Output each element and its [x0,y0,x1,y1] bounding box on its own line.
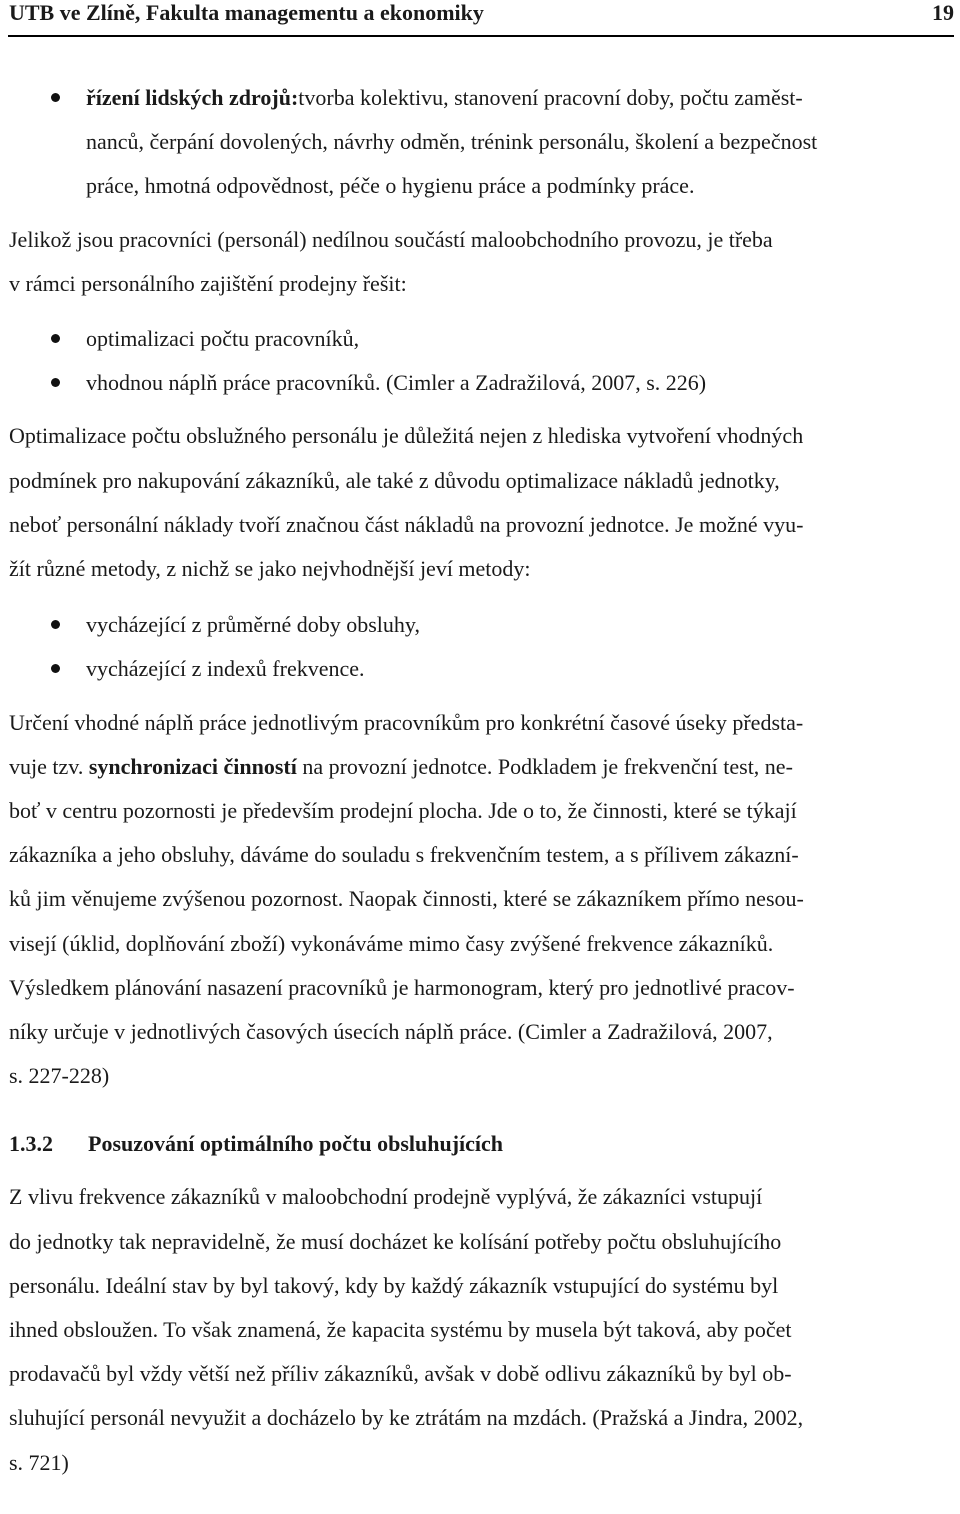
paragraph-line: Optimalizace počtu obslužného personálu je důležitá nejen z hlediska vytvoření vhodných [9,423,804,449]
list-item-text: vycházející z indexů frekvence. [86,656,365,682]
paragraph-line: Určení vhodné náplň práce jednotlivým pracovníkům pro konkrétní časové úseky předsta- [9,709,804,735]
paragraph-line: Výsledkem plánování nasazení pracovníků je harmonogram, který pro jednotlivé pracov- [9,974,795,1000]
paragraph-line: boť v centru pozornosti je především prodejní plocha. Jde o to, že činnosti, které se týkají [9,798,797,824]
list-item [9,647,953,691]
paragraph-line: žít různé metody, z nichž se jako nejvhodnější jeví metody: [9,556,531,582]
header-title: UTB ve Zlíně, Fakulta managementu a ekonomiky [9,0,484,25]
term-synchronization: synchronizaci činností [88,753,297,779]
page-number: 19 [932,0,954,25]
list-methods [9,603,953,691]
bullet-icon [51,334,60,343]
paragraph-line: do jednotky tak nepravidelně, že musí docházet ke kolísání potřeby počtu obsluhujícího [9,1228,782,1254]
paragraph-line: ků jim věnujeme zvýšenou pozornost. Naopak činnosti, které se zákazníkem přímo nesou- [9,886,804,912]
paragraph-line: s. 227-228) [9,1063,110,1089]
list-item [9,361,953,405]
paragraph-line: ihned obsloužen. To však znamená, že kapacita systému by musela být taková, aby počet [9,1317,792,1343]
list-personnel [9,317,953,405]
paragraph-line: visejí (úklid, doplňování zboží) vykonáváme mimo časy zvýšené frekvence zákazníků. [9,930,774,956]
paragraph-line: prodavačů byl vždy větší než příliv zákazníků, avšak v době odlivu zákazníků by byl ob- [9,1361,792,1387]
section-number: 1.3.2 [9,1131,53,1157]
paragraph-line: s. 721) [9,1449,69,1475]
bullet-hr-line3: práce, hmotná odpovědnost, péče o hygienu práce a podmínky práce. [86,173,695,199]
bullet-icon [51,93,60,102]
bullet-icon [51,620,60,629]
bullet-hr-line2: nanců, čerpání dovolených, návrhy odměn, trénink personálu, školení a bezpečnost [86,129,818,155]
bullet-icon [51,378,60,387]
bullet-hr-line1: tvorba kolektivu, stanovení pracovní doby, počtu zaměst- [298,85,803,110]
paragraph-line: neboť personální náklady tvoří značnou část nákladů na provozní jednotce. Je možné vyu- [9,511,804,537]
bullet-hr-bold: řízení lidských zdrojů: [86,85,299,110]
list-item [9,603,953,647]
paragraph-text: vuje tzv. [9,753,89,779]
paragraph-line: níky určuje v jednotlivých časových úsecích náplň práce. (Cimler a Zadražilová, 2007, [9,1019,773,1045]
section-title: Posuzování optimálního počtu obsluhujících [88,1131,504,1157]
page-header [0,0,960,36]
list-item-text: optimalizaci počtu pracovníků, [86,326,360,352]
paragraph-text: na provozní jednotce. Podkladem je frekvenční test, ne- [296,753,793,779]
list-item [9,317,953,361]
bullet-item-hr [9,76,953,209]
section-heading [9,1122,953,1166]
paragraph-line: Jelikož jsou pracovníci (personál) nedílnou součástí maloobchodního provozu, je třeba [9,226,773,252]
paragraph-line: podmínek pro nakupování zákazníků, ale také z důvodu optimalizace nákladů jednotky, [9,467,780,493]
bullet-icon [51,664,60,673]
list-item-text: vycházející z průměrné doby obsluhy, [86,612,420,638]
paragraph-line: sluhující personál nevyužit a docházelo by ke ztrátám na mzdách. (Pražská a Jindra, 2002, [9,1405,804,1431]
list-item-text: vhodnou náplň práce pracovníků. (Cimler a Zadražilová, 2007, s. 226) [86,370,707,396]
paragraph-staffing [9,1175,953,1484]
paragraph-line: v rámci personálního zajištění prodejny řešit: [9,270,407,296]
paragraph-line [9,745,953,789]
paragraph-personnel [9,218,953,306]
paragraph-optimization [9,414,953,591]
paragraph-line: zákazníka a jeho obsluhy, dáváme do souladu s frekvenčním testem, a s přílivem zákazní- [9,842,799,868]
paragraph-synchronization [9,701,953,1099]
header-rule [8,35,954,37]
paragraph-line: personálu. Ideální stav by byl takový, kdy by každý zákazník vstupující do systému byl [9,1272,779,1298]
page-content [9,76,953,1485]
paragraph-line: Z vlivu frekvence zákazníků v maloobchodní prodejně vyplývá, že zákazníci vstupují [9,1184,763,1210]
